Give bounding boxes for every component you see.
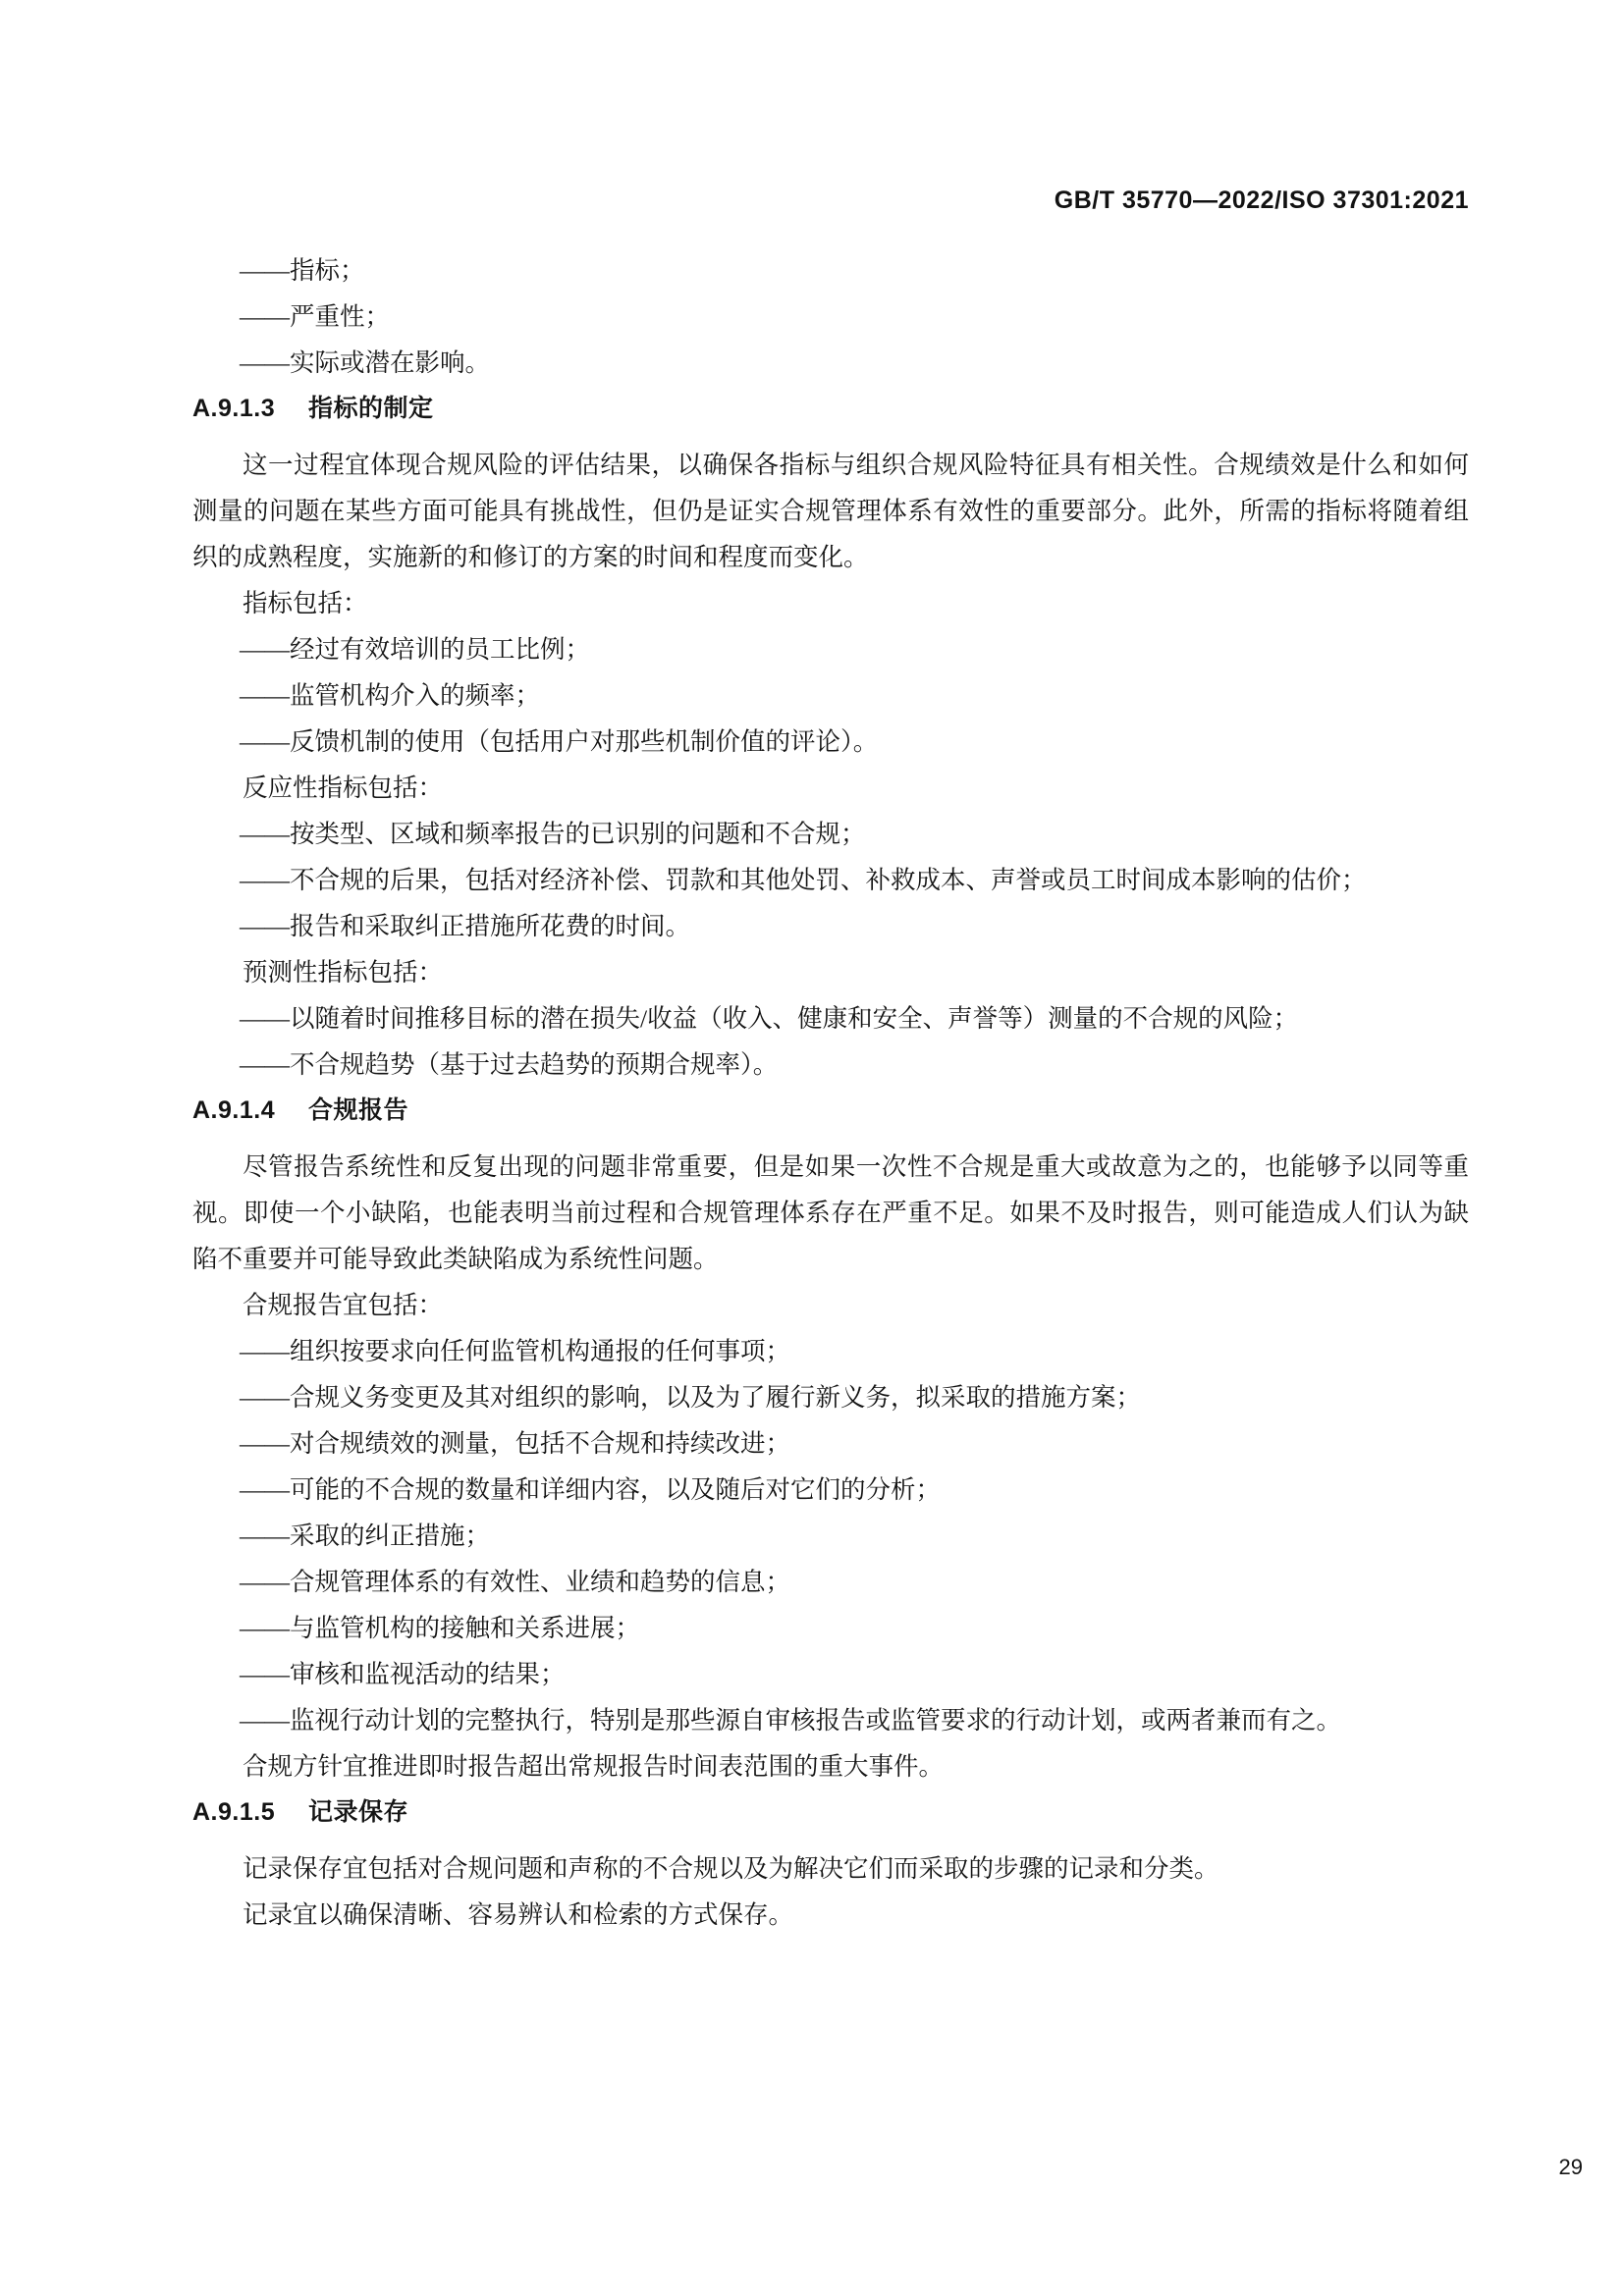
list-item: ——报告和采取纠正措施所花费的时间。 [240, 912, 691, 940]
paragraph: 合规方针宜推进即时报告超出常规报告时间表范围的重大事件。 [243, 1752, 945, 1781]
list-item: ——监视行动计划的完整执行，特别是那些源自审核报告或监管要求的行动计划，或两者兼而有之。 [240, 1706, 1342, 1735]
list-item: ——审核和监视活动的结果； [240, 1660, 566, 1688]
list-lead-in: 反应性指标包括： [243, 774, 444, 802]
list-item: ——组织按要求向任何监管机构通报的任何事项； [240, 1337, 791, 1365]
section-heading-a915 [192, 1789, 1469, 1836]
document-body [192, 247, 1469, 1938]
page-number: 29 [1558, 2155, 1583, 2179]
section-heading-a914 [192, 1088, 1469, 1134]
list-lead-in: 合规报告宜包括： [243, 1291, 444, 1319]
list-item: ——不合规的后果，包括对经济补偿、罚款和其他处罚、补救成本、声誉或员工时间成本影响的估价； [240, 866, 1367, 894]
list-item: ——合规管理体系的有效性、业绩和趋势的信息； [240, 1568, 791, 1596]
list-item: ——监管机构介入的频率； [240, 681, 541, 710]
paragraph: 尽管报告系统性和反复出现的问题非常重要，但是如果一次性不合规是重大或故意为之的，也能够予以同等重视。即使一个小缺陷，也能表明当前过程和合规管理体系存在严重不足。如果不及时报告，则可能造成人们认为缺陷不重要并可能导致此类缺陷成为系统性问题。 [192, 1152, 1469, 1273]
list-item: ——实际或潜在影响。 [240, 348, 491, 377]
section-number: A.9.1.3 [192, 395, 276, 422]
section-title: 合规报告 [308, 1096, 409, 1124]
list-item: ——合规义务变更及其对组织的影响，以及为了履行新义务，拟采取的措施方案； [240, 1383, 1142, 1412]
paragraph: 这一过程宜体现合规风险的评估结果，以确保各指标与组织合规风险特征具有相关性。合规绩效是什么和如何测量的问题在某些方面可能具有挑战性，但仍是证实合规管理体系有效性的重要部分。此外，所需的指标将随着组织的成熟程度，实施新的和修订的方案的时间和程度而变化。 [192, 451, 1469, 571]
list-item: ——反馈机制的使用（包括用户对那些机制价值的评论）。 [240, 727, 879, 756]
page-header-standard-number: GB/T 35770—2022/ISO 37301:2021 [1054, 187, 1469, 214]
paragraph: 记录宜以确保清晰、容易辨认和检索的方式保存。 [243, 1900, 794, 1929]
list-item: ——以随着时间推移目标的潜在损失/收益（收入、健康和安全、声誉等）测量的不合规的风险； [240, 1004, 1299, 1033]
list-intro-dashes [192, 247, 1469, 386]
list-item: ——采取的纠正措施； [240, 1522, 491, 1550]
paragraph: 记录保存宜包括对合规问题和声称的不合规以及为解决它们而采取的步骤的记录和分类。 [243, 1854, 1219, 1883]
list-lead-in: 预测性指标包括： [243, 958, 444, 987]
list-item: ——不合规趋势（基于过去趋势的预期合规率）。 [240, 1050, 779, 1079]
section-number: A.9.1.5 [192, 1798, 276, 1826]
list-item: ——可能的不合规的数量和详细内容，以及随后对它们的分析； [240, 1475, 942, 1504]
list-item: ——对合规绩效的测量，包括不合规和持续改进； [240, 1429, 791, 1458]
list-item: ——与监管机构的接触和关系进展； [240, 1614, 641, 1642]
section-title: 指标的制定 [308, 395, 434, 422]
section-number: A.9.1.4 [192, 1096, 276, 1124]
list-item: ——按类型、区域和频率报告的已识别的问题和不合规； [240, 820, 866, 848]
list-item: ——指标； [240, 256, 365, 285]
list-item: ——经过有效培训的员工比例； [240, 635, 591, 664]
list-lead-in: 指标包括： [243, 589, 368, 617]
section-title: 记录保存 [308, 1798, 409, 1826]
section-heading-a913 [192, 386, 1469, 432]
list-item: ——严重性； [240, 302, 391, 331]
